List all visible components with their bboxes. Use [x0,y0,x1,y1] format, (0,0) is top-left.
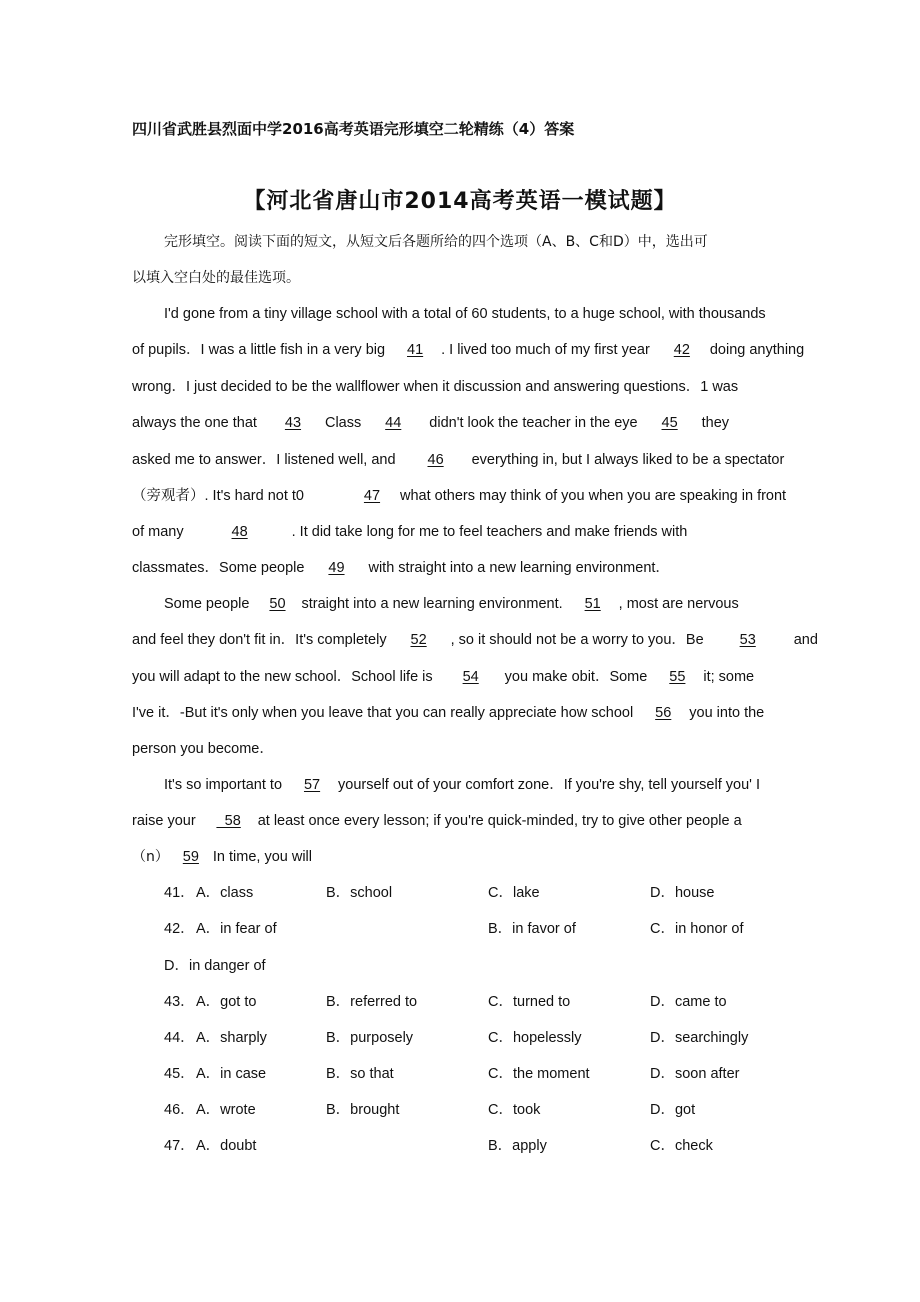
blank-41: 41 [407,342,424,358]
passage-text: , most are nervous [618,596,739,612]
passage-text: always the one that [132,415,261,431]
passage-text: and feel they don't fit in．It's completely [132,632,387,648]
passage-text: （旁观者）. It's hard not t0 [132,488,304,504]
option-a: A．doubt [196,1138,257,1154]
blank-54: 54 [462,669,479,685]
blank-43: 43 [284,415,302,431]
blank-47: 47 [363,488,381,504]
question-number: 47． [164,1138,195,1154]
passage-text: they [701,415,730,431]
passage-line [132,703,764,723]
passage-line: wrong．I just decided to be the wallflower when it discussion and answering questions．1 was [132,379,739,395]
option-b: B．school [326,885,393,901]
option-c: C．turned to [488,994,571,1010]
option-d: D．came to [650,994,727,1010]
option-b: B．referred to [326,994,418,1010]
passage-text: what others may think of you when you are speaking in front [400,488,787,504]
passage-text: I've it．-But it's only when you leave that you can really appreciate how school [132,705,638,721]
blank-53: 53 [739,632,756,648]
passage-line [132,558,670,578]
blank-45: 45 [661,415,678,431]
passage-text: you make obit．Some [504,669,652,685]
blank-50: 50 [269,596,286,612]
blank-59: 59 [182,849,199,865]
passage-text: （n） [132,849,169,865]
option-b: B．apply [488,1138,547,1154]
option-d: D．soon after [650,1066,740,1082]
blank-42: 42 [673,342,690,358]
option-b: B．so that [326,1066,394,1082]
passage-text: yourself out of your comfort zone．If you're shy, tell yourself you' I [338,777,760,793]
blank-49: 49 [328,560,345,576]
passage-text: , so it should not be a worry to you．Be [450,632,708,648]
option-b: B．in favor of [488,921,576,937]
option-c: C．lake [488,885,540,901]
passage-text: everything in, but I always liked to be a spectator [471,452,785,468]
passage-line [132,340,804,360]
option-c: C．in honor of [650,921,744,937]
passage-text: Class [324,415,362,431]
option-c: C．hopelessly [488,1030,582,1046]
passage-text: didn't look the teacher in the eye [425,415,638,431]
question-number: 41． [164,885,195,901]
option-c: C．the moment [488,1066,590,1082]
passage-text: you will adapt to the new school．School life is [132,669,437,685]
passage-text: of many [132,524,188,540]
passage-line [164,775,760,795]
passage-text: straight into a new learning environment. [301,596,567,612]
option-d: D．searchingly [650,1030,749,1046]
blank-51: 51 [584,596,601,612]
option-a: A．in fear of [196,921,277,937]
option-a: A．sharply [196,1030,267,1046]
question-number: 43． [164,994,195,1010]
passage-text: doing anything [709,342,805,358]
passage-line: I'd gone from a tiny village school with a total of 60 students, to a huge school, with thousands [164,306,766,322]
passage-text: asked me to answer．I listened well, and [132,452,400,468]
passage-text: It's so important to [164,777,287,793]
passage-text: In time, you will [212,849,312,865]
option-c: C．check [650,1138,713,1154]
option-d: D．got [650,1102,696,1118]
question-number: 42． [164,921,195,937]
blank-44: 44 [385,415,402,431]
option-d: D．in danger of [164,958,266,974]
passage-line [132,667,754,687]
blank-55: 55 [669,669,686,685]
passage-text: . It did take long for me to feel teachers and make friends with [291,524,688,540]
passage-line [164,594,739,614]
option-b: B．brought [326,1102,400,1118]
passage-line [132,413,729,433]
passage-line [132,630,818,650]
passage-text: it; some [703,669,755,685]
passage-line [132,450,784,470]
question-number: 46． [164,1102,195,1118]
passage-text: with straight into a new learning environment． [368,560,670,576]
instructions-line-1: 完形填空。阅读下面的短文，从短文后各题所给的四个选项（A、B、C和D）中，选出可 [164,234,708,250]
blank-58: _58 [216,813,241,829]
blank-52: 52 [410,632,427,648]
passage-text: raise your [132,813,200,829]
option-b: B．purposely [326,1030,414,1046]
option-d: D．house [650,885,715,901]
passage-text: classmates．Some people [132,560,305,576]
option-a: A．in case [196,1066,267,1082]
passage-text: of pupils．I was a little fish in a very big [132,342,390,358]
option-a: A．wrote [196,1102,256,1118]
passage-text: Some people [164,596,254,612]
option-a: A．got to [196,994,257,1010]
passage-text: at least once every lesson; if you're quick-minded, try to give other people a [257,813,742,829]
passage-text: . I lived too much of my first year [441,342,654,358]
blank-46: 46 [427,452,444,468]
blank-48: 48 [231,524,248,540]
option-c: C．took [488,1102,541,1118]
document-title: 【河北省唐山市2014高考英语一模试题】 [243,189,677,214]
option-a: A．class [196,885,254,901]
question-number: 45． [164,1066,195,1082]
blank-57: 57 [303,777,321,793]
instructions-line-2: 以填入空白处的最佳选项。 [132,270,300,286]
blank-56: 56 [655,705,672,721]
passage-line [132,847,312,867]
passage-text: you into the [689,705,765,721]
passage-line [132,522,687,542]
passage-line: person you become． [132,741,274,757]
passage-line [132,486,786,506]
passage-line [132,811,742,831]
passage-text: and [793,632,818,648]
question-number: 44． [164,1030,195,1046]
document-header: 四川省武胜县烈面中学2016高考英语完形填空二轮精练（4）答案 [132,120,575,138]
